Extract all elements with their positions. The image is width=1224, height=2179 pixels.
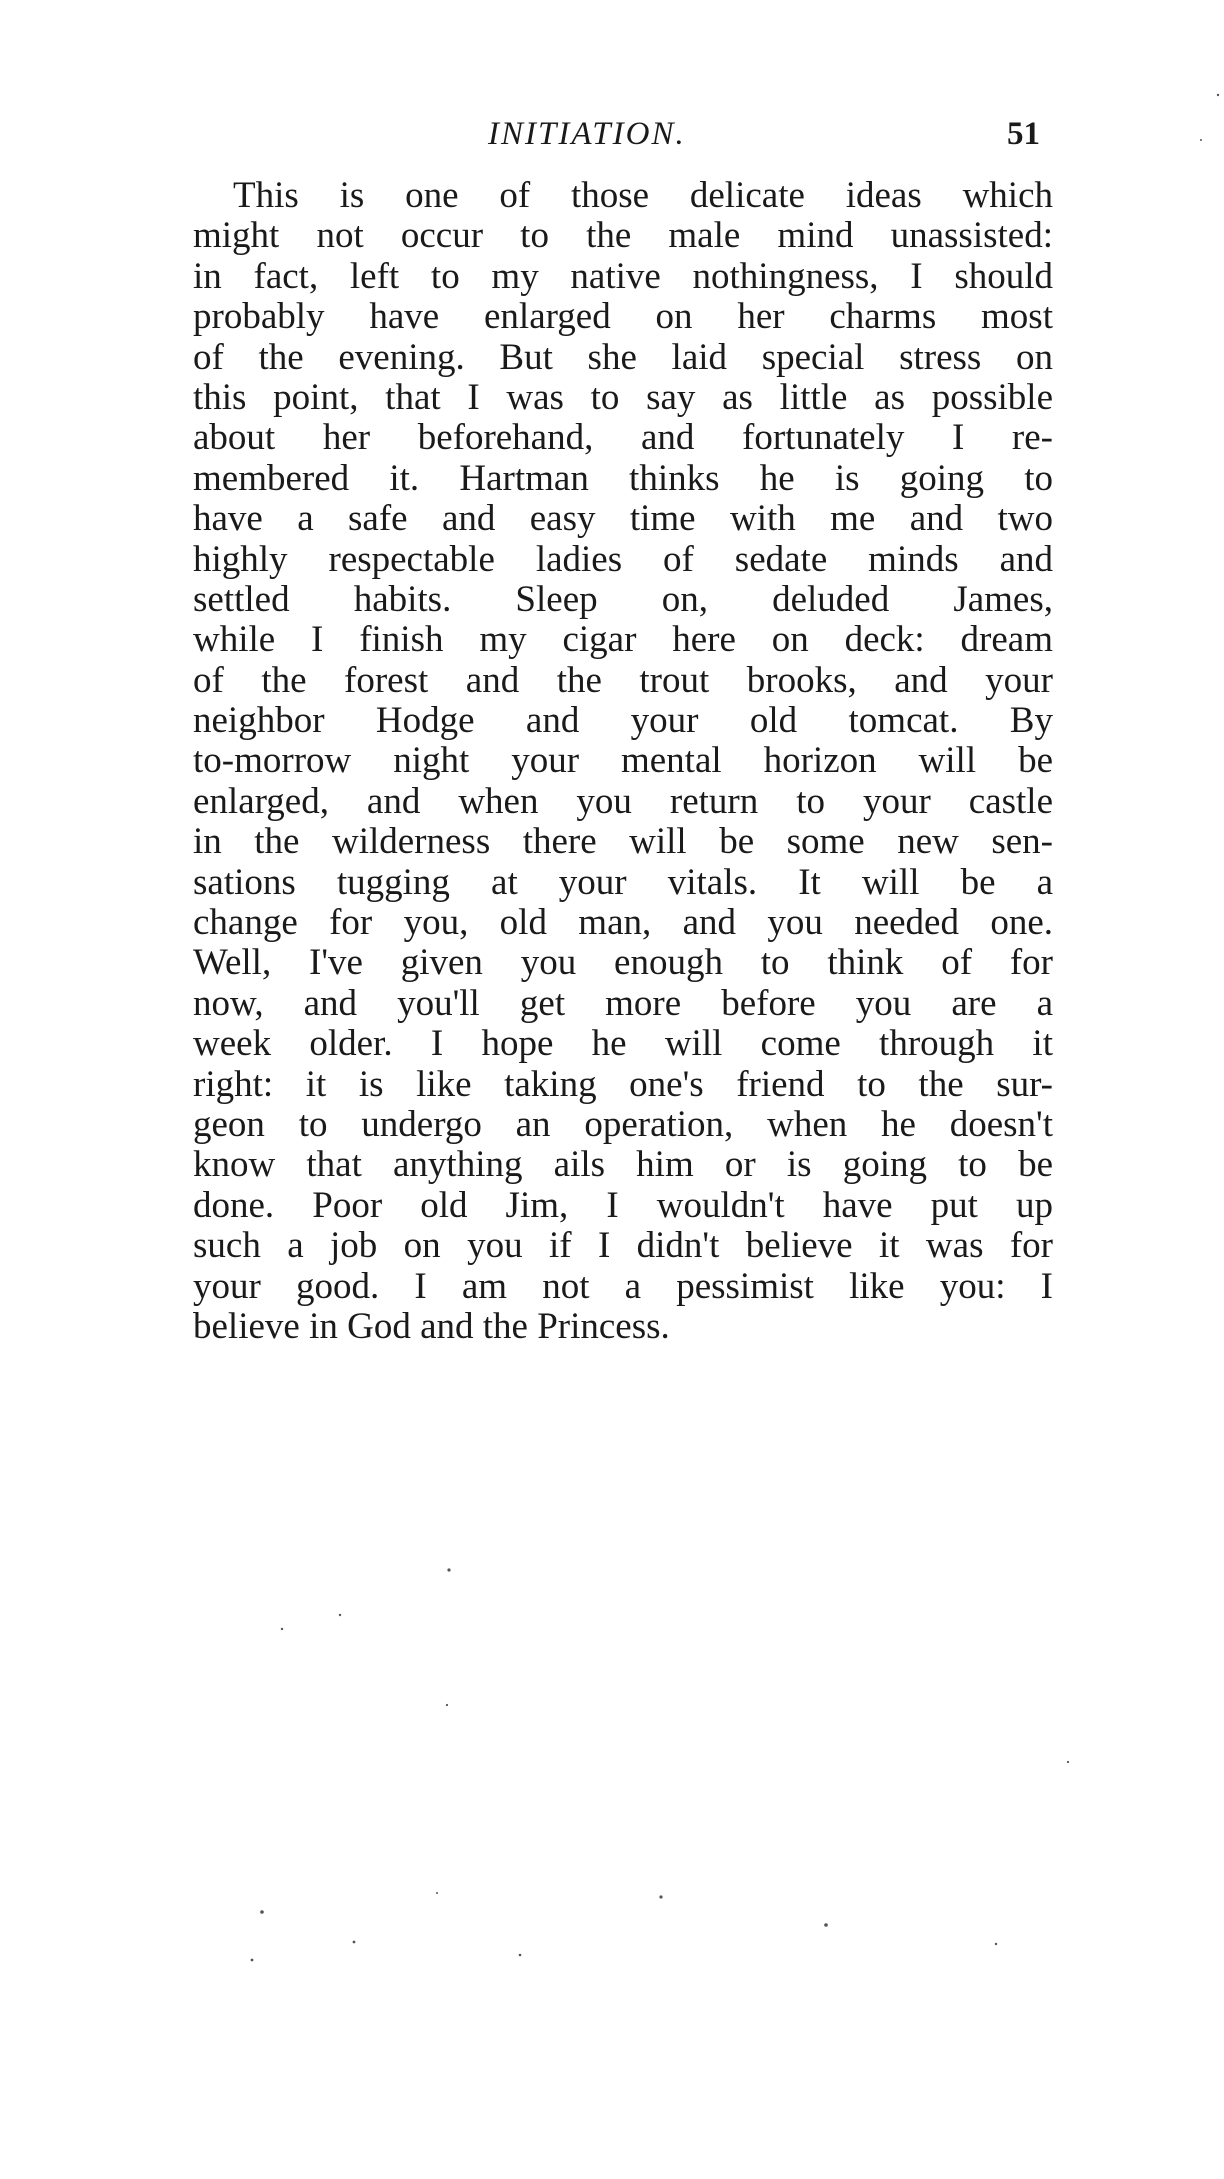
text-line: settled habits. Sleep on, deluded James, [193, 578, 1053, 620]
text-line: now, and you'll get more before you are a [193, 982, 1053, 1024]
text-line: while I finish my cigar here on deck: dream [193, 619, 1053, 661]
text-line: Well, I've given you enough to think of for [193, 942, 1053, 984]
text-line: to-morrow night your mental horizon will be [193, 740, 1053, 782]
text-line: know that anything ails him or is going to be [193, 1144, 1053, 1186]
running-title: INITIATION. [488, 116, 686, 152]
text-line: of the evening. But she laid special stress on [193, 336, 1053, 378]
text-line: week older. I hope he will come through it [193, 1023, 1053, 1065]
text-line: right: it is like taking one's friend to the sur- [193, 1063, 1053, 1105]
text-line: done. Poor old Jim, I wouldn't have put up [193, 1184, 1053, 1226]
text-line: probably have enlarged on her charms most [193, 296, 1053, 338]
text-line: membered it. Hartman thinks he is going to [193, 457, 1053, 499]
text-line: about her beforehand, and fortunately I re- [193, 417, 1053, 459]
text-line: believe in God and the Princess. [193, 1305, 670, 1347]
text-line: might not occur to the male mind unassisted: [193, 215, 1053, 257]
text-line: change for you, old man, and you needed one. [193, 902, 1053, 944]
text-line: such a job on you if I didn't believe it was for [193, 1225, 1053, 1267]
text-line: have a safe and easy time with me and two [193, 498, 1053, 540]
text-line: sations tugging at your vitals. It will be a [193, 861, 1053, 903]
text-line: geon to undergo an operation, when he doesn't [193, 1103, 1053, 1145]
text-line: enlarged, and when you return to your castle [193, 780, 1053, 822]
text-line: highly respectable ladies of sedate minds and [193, 538, 1053, 580]
text-line: in the wilderness there will be some new sen- [193, 821, 1053, 863]
page-number: 51 [1007, 116, 1040, 152]
text-line: this point, that I was to say as little as possible [193, 376, 1053, 418]
text-line: neighbor Hodge and your old tomcat. By [193, 700, 1053, 742]
text-line: This is one of those delicate ideas which [233, 175, 1053, 216]
text-line: your good. I am not a pessimist like you: I [193, 1265, 1053, 1307]
text-line: of the forest and the trout brooks, and your [193, 659, 1053, 701]
text-line: in fact, left to my native nothingness, I should [193, 255, 1053, 297]
